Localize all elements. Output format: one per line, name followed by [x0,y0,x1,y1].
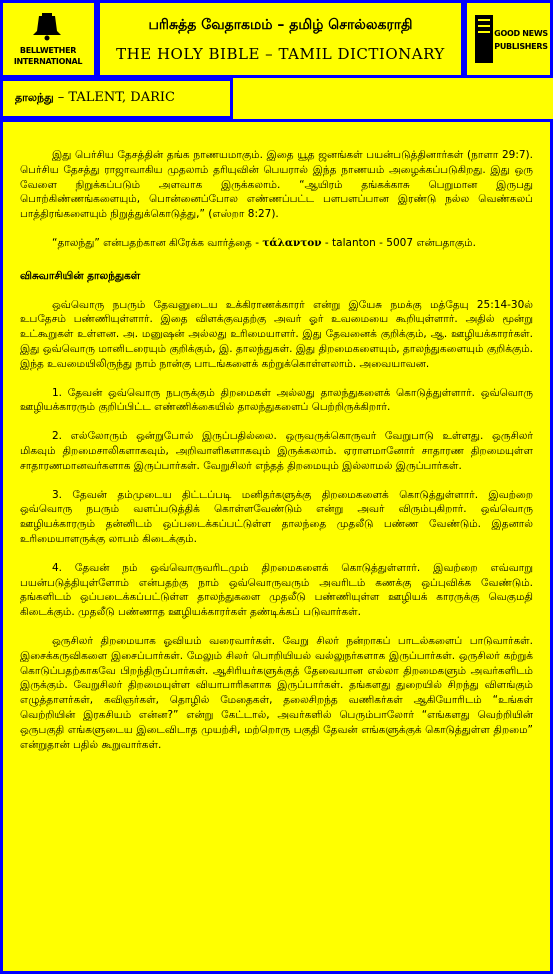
greek-intro: “தாலந்து” என்பதற்கான கிரேக்க வார்த்தை - [52,236,263,249]
topic-english: – TALENT, DARIC [53,90,175,105]
logo-right-line2: PUBLISHERS [494,42,548,51]
bellwether-logo-box [0,0,97,78]
title-tamil: பரிசுத்த வேதாகமம் – தமிழ் சொல்லகராதி [148,17,413,33]
paragraph-3: ஒவ்வொரு நபரும் தேவனுடைய உக்கிராணக்காரர் என்று இயேசு நமக்கு மத்தேயு 25:14-30ல் உபதேசம் பண்ணியுள்ளார். இதை விளக்குவதற்கு அவர் ஓர் உவமையை கூறியுள்ளார். அதில் மூன்று உட்கூறுகள் உள்ளன. அ. மனுஷன் அல்லது உரிமையாளர். இது தேவனைக் குறிக்கும், ஆ. ஊழியக்காரர்கள். இது ஒவ்வொரு மானிடரையும் குறிக்கும், இ. தாலந்துகள். இது திறமைகளையும், தாலந்துகளையும் குறிக்கும். இந்த உவமையிலிருந்து நாம் நான்கு பாடங்களைக் கற்றுக்கொள்ளலாம். அவையாவன. [20,298,533,370]
logo-left-line1: BELLWETHER [19,46,77,55]
greek-word: τάλαντον [262,236,322,249]
paragraph-2 [20,236,533,251]
point-4: 4. தேவன் நம் ஒவ்வொருவரிடமும் திறமைகளைக் கொடுத்துள்ளார். இவற்றை எவ்வாறு பயன்படுத்தியுள்ளோம் என்பதற்கு நாம் ஒவ்வொருவரும் அவரிடம் கணக்கு ஒப்புவிக்க வேண்டும். தங்களிடம் ஒப்படைக்கப்பட்டுள்ள தாலந்துகளை முதலீடு பண்ணியுள்ள ஊழியக் காரருக்கு வெகுமதி கிடைக்கும். முதலீடு பண்ணாத ஊழியக்காரர்கள் தண்டிக்கப் படுவார்கள். [20,561,534,619]
logo-left-line2: INTERNATIONAL [13,57,83,66]
topic-tamil: தாலந்து [15,91,54,104]
bellwether-logo [3,3,94,75]
logo-right-line1: GOOD NEWS [494,29,548,38]
topic-box [0,78,233,119]
greek-transliteration: - talanton - 5007 என்பதாகும். [321,236,476,249]
header-title-box [97,0,464,78]
good-news-logo [467,3,550,75]
subheading: விசுவாசியின் தாலந்துகள் [20,269,141,282]
paragraph-8: ஒருசிலர் திறமையாக ஓவியம் வரைவார்கள். வேறு சிலர் நன்றாகப் பாடல்களைப் பாடுவார்கள். இசைக்கருவிகளை இசைப்பார்கள். மேலும் சிலர் பொறியியல் வல்லுநர்களாக இருப்பார்கள். ஒருசிலர் கற்றுக் கொடுப்பதற்காகவே பிறந்திருப்பார்கள். ஆசிரியர்களுக்குத் தேவையான எல்லா திறமைகளும் அவர்களிடம் இருக்கும். வேறுசிலர் திறமையுள்ள வியாபாரிகளாக இருப்பார்கள். தங்களது துறையில் சிறந்து விளங்கும் எழுத்தாளர்கள், கவிஞர்கள், தொழில் மேதைகள், தலைசிறந்த வணிகர்கள் ஆகியோரிடம் “உங்கள் வெற்றியின் இரகசியம் என்ன?” என்று கேட்டால், அவர்களில் பெரும்பாலோர் “எங்களது வெற்றியின் ஒருபகுதி எங்களுடைய இடைவிடாத முயற்சி, மற்றொரு பகுதி தேவன் எங்களுக்குக் கொடுத்துள்ள திறமை” என்றுதான் பதில் கூறுவார்கள். [20,634,533,751]
paragraph-1: இது பெர்சிய தேசத்தின் தங்க நாணயமாகும். இதை யூத ஜனங்கள் பயன்படுத்தினார்கள் (நாளா 29:7). பெர்சிய தேசத்து ராஜாவாகிய முதலாம் தரியுவின் பெயரால் இந்த நாணயம் அழைக்கப்படுகிறது. இது ஒரு வேளை நிறுக்கப்படும் அளவாக இருக்கலாம். “ஆயிரம் தங்கக்காசு பெறுமான இருபது பொற்கிண்ணங்களையும், பொன்னைப்போல எண்ணப்பட்ட பளபளப்பான இரண்டு நல்ல வெண்கலப் பாத்திரங்களையும் நிறுத்துக்கொடுத்து,” (எஸ்றா 8:27). [20,149,533,221]
article-body [20,148,533,766]
topic-heading [15,90,175,106]
bell-icon [33,13,61,41]
content-box [0,119,553,974]
good-news-logo-box [464,0,553,78]
point-1: 1. தேவன் ஒவ்வொரு நபருக்கும் திறமைகள் அல்லது தாலந்துகளைக் கொடுத்துள்ளார். ஒவ்வொரு ஊழியக்காரரும் குறிப்பிட்ட எண்ணிக்கையில் தாலந்துகளைப் பெற்றிருக்கிறார். [20,386,533,414]
point-2: 2. எல்லோரும் ஒன்றுபோல் இருப்பதில்லை. ஒருவருக்கொருவர் வேறுபாடு உள்ளது. ஒருசிலர் மிகவும் திறமைசாலிகளாகவும், அறிவாளிகளாகவும் இருக்கலாம். ஏராளமானோர் சாதாரண திறமையுள்ள சாதாரணமானவர்களாக இருப்பார்கள். வேறுசிலர் எந்தத் திறமையும் இல்லாமல் இருப்பார்கள். [20,430,533,472]
book-icon [475,15,493,63]
title-english: THE HOLY BIBLE – TAMIL DICTIONARY [116,45,445,63]
point-3: 3. தேவன் தம்முடைய திட்டப்படி மனிதர்களுக்கு திறமைகளைக் கொடுத்துள்ளார். இவற்றை ஒவ்வொரு நபரும் வளப்படுத்திக் கொள்ளவேண்டும் என்று அவர் விரும்புகிறார். ஒவ்வொரு ஊழியக்காரரும் தன்னிடம் ஒப்படைக்கப்பட்டுள்ள தாலந்தை முதலீடு பண்ண வேண்டும். இதனால் உரிமையாளருக்கு லாபம் கிடைக்கும். [20,488,533,545]
